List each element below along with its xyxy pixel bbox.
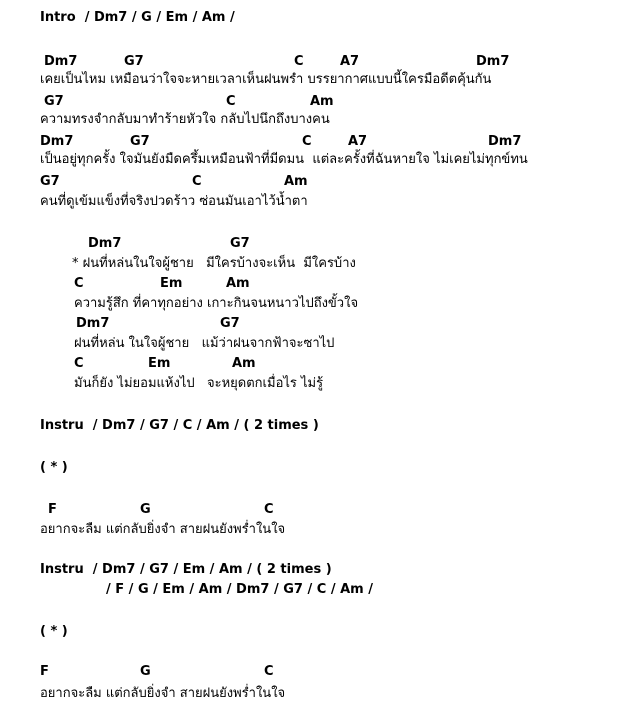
verse-2-chord-3: Am — [310, 94, 334, 109]
bridge-chords-2 — [0, 664, 620, 680]
chorus-lyric-1: * ฝนที่หล่นในใจผู้ชาย มีใครบ้างจะเห็น มีใครบ้าง — [72, 256, 356, 271]
bridge-1-chord-2: G — [140, 502, 151, 517]
verse-1-chord-3: C — [294, 54, 304, 69]
bridge-2-chord-1: F — [40, 664, 49, 679]
chorus-lyric-3: ฝนที่หล่น ในใจผู้ชาย แม้ว่าฝนจากฟ้าจะซาไป — [74, 336, 335, 351]
instrumental-2-continued: / F / G / Em / Am / Dm7 / G7 / C / Am / — [106, 582, 373, 597]
chorus-3-chord-1: Dm7 — [76, 316, 110, 331]
chorus-2-chord-1: C — [74, 276, 84, 291]
instrumental-1: Instru / Dm7 / G7 / C / Am / ( 2 times ) — [40, 418, 319, 433]
verse-lyric-4: คนที่ดูเข้มแข็งที่จริงปวดร้าว ซ่อนมันเอาไว้น้ำตา — [40, 194, 308, 209]
verse-2-chord-1: G7 — [44, 94, 64, 109]
verse-chords-4 — [0, 174, 620, 190]
chorus-chords-2 — [0, 276, 620, 292]
intro-line: Intro / Dm7 / G / Em / Am / — [40, 10, 235, 25]
chorus-4-chord-1: C — [74, 356, 84, 371]
verse-3-chord-3: C — [302, 134, 312, 149]
chorus-repeat-2: ( * ) — [40, 624, 68, 639]
verse-3-chord-4: A7 — [348, 134, 368, 149]
chorus-chords-3 — [0, 316, 620, 332]
verse-2-chord-2: C — [226, 94, 236, 109]
chorus-lyric-4: มันก็ยัง ไม่ยอมแห้งไป จะหยุดตกเมื่อไร ไม่รู้ — [74, 376, 324, 391]
bridge-1-chord-1: F — [48, 502, 57, 517]
chorus-3-chord-2: G7 — [220, 316, 240, 331]
chorus-1-chord-2: G7 — [230, 236, 250, 251]
chorus-4-chord-2: Em — [148, 356, 171, 371]
verse-1-chord-2: G7 — [124, 54, 144, 69]
verse-1-chord-4: A7 — [340, 54, 360, 69]
verse-3-chord-2: G7 — [130, 134, 150, 149]
verse-chords-1 — [0, 54, 620, 70]
verse-lyric-1: เคยเป็นไหม เหมือนว่าใจจะหายเวลาเห็นฝนพรำ บรรยากาศแบบนี้ใครมือดีตคุ้นกัน — [40, 72, 492, 87]
verse-4-chord-3: Am — [284, 174, 308, 189]
verse-4-chord-2: C — [192, 174, 202, 189]
verse-3-chord-1: Dm7 — [40, 134, 74, 149]
chorus-4-chord-3: Am — [232, 356, 256, 371]
verse-lyric-2: ความทรงจำกลับมาทำร้ายหัวใจ กลับไปนึกถึงบางคน — [40, 112, 330, 127]
verse-1-chord-1: Dm7 — [44, 54, 78, 69]
bridge-1-chord-3: C — [264, 502, 274, 517]
chorus-chords-1 — [0, 236, 620, 252]
verse-1-chord-5: Dm7 — [476, 54, 510, 69]
bridge-chords-1 — [0, 502, 620, 518]
bridge-2-chord-3: C — [264, 664, 274, 679]
bridge-2-chord-2: G — [140, 664, 151, 679]
chorus-2-chord-3: Am — [226, 276, 250, 291]
verse-3-chord-5: Dm7 — [488, 134, 522, 149]
bridge-lyric-1: อยากจะลืม แต่กลับยิ่งจำ สายฝนยังพร่ำในใจ — [40, 522, 286, 537]
verse-chords-2 — [0, 94, 620, 110]
verse-lyric-3: เป็นอยู่ทุกครั้ง ใจมันยังมืดครึ้มเหมือนฟ้าที่มีดมน แต่ละครั้งที่ฉันหายใจ ไม่เคยไม่ทุกข์ทน — [40, 152, 528, 167]
chorus-repeat-1: ( * ) — [40, 460, 68, 475]
verse-4-chord-1: G7 — [40, 174, 60, 189]
chorus-2-chord-2: Em — [160, 276, 183, 291]
chorus-chords-4 — [0, 356, 620, 372]
chorus-1-chord-1: Dm7 — [88, 236, 122, 251]
bridge-lyric-2: อยากจะลืม แต่กลับยิ่งจำ สายฝนยังพร่ำในใจ — [40, 686, 286, 701]
chorus-lyric-2: ความรู้สึก ที่คาทุกอย่าง เกาะกินจนหนาวไปถึงขั้วใจ — [74, 296, 359, 311]
instrumental-2: Instru / Dm7 / G7 / Em / Am / ( 2 times ) — [40, 562, 332, 577]
verse-chords-3 — [0, 134, 620, 150]
